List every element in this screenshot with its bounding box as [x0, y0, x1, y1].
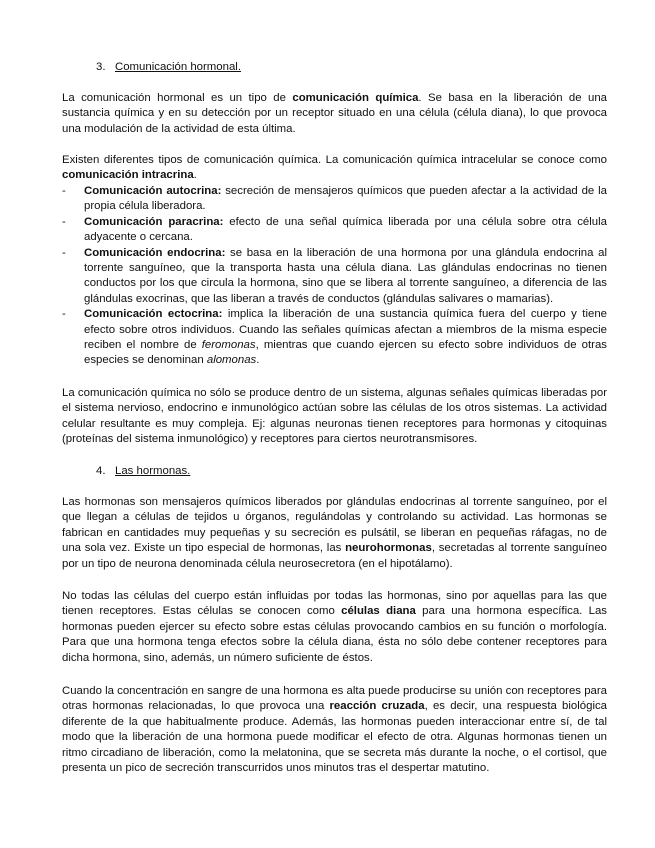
term-celulas-diana: células diana: [341, 605, 416, 618]
section-3-title: Comunicación hormonal.: [115, 61, 241, 73]
list-item-autocrina: - Comunicación autocrina: secreción de mensajeros químicos que pueden afectar a la actividad de la propia célula liberadora.: [62, 185, 607, 213]
term-comunicacion-intracrina: comunicación intracrina: [62, 169, 194, 182]
list-item-endocrina: - Comunicación endocrina: se basa en la liberación de una hormona por una glándula endocrina al torrente sanguíneo, que la transporta hasta una célula diana. Las glándulas endocrinas no tienen conductos por los que circula la hormona, sino que se libera al torrente sanguíneo, a diferencia de las glándulas exocrinas, que las liberan a través de conductos (glándulas salivares o mamarias).: [62, 246, 607, 305]
term-comunicacion-quimica: comunicación química: [292, 92, 419, 104]
section-4-paragraph-3: Cuando la concentración en sangre de una hormona es alta puede producirse su unión con receptores para otras hormonas relacionadas, lo que provoca una reacción cruzada, es decir, una respuesta biológica diferente de la que habitualmente produce. Además, las hormonas pueden interaccionar entre sí, de tal modo que la liberación de una hormona puede modificar el efecto de otra. Algunas hormonas tienen un ritmo circadiano de liberación, como la melatonina, que se secreta más durante la noche, o el cortisol, que presenta un pico de secreción transcurridos unos minutos tras el despertar matutino.: [62, 685, 607, 775]
list-item-paracrina: - Comunicación paracrina: efecto de una señal química liberada por una célula sobre otra célula adyacente o cercana.: [62, 215, 607, 244]
term-neurohormonas: neurohormonas: [345, 542, 432, 555]
section-3-paragraph-2: Existen diferentes tipos de comunicación química. La comunicación química intracelular se conoce como comunicación intracrina.: [62, 154, 607, 182]
term-alomonas: alomonas: [206, 354, 257, 367]
section-4-number: 4.: [96, 465, 106, 477]
section-3-heading: [96, 60, 241, 75]
section-3-paragraph-3: La comunicación química no sólo se produce dentro de un sistema, algunas señales químicas liberadas por el sistema nervioso, endocrino e inmunológico actúan sobre las células de los otros sistemas. La actividad celular resultante es muy compleja. Ej: algunas neuronas tienen receptores para hormonas y citoquinas (proteínas del sistema inmunológico) y receptores para ciertos neurotransmisores.: [62, 387, 607, 446]
list-item-ectocrina: - Comunicación ectocrina: implica la liberación de una sustancia química fuera del cuerpo y tiene efecto sobre otros individuos. Cuando las señales químicas afectan a miembros de la misma especie reciben el nombre de feromonas, mientras que cuando ejercen su efecto sobre individuos de otras especies se denominan alomonas.: [62, 308, 607, 367]
section-4-paragraph-2: No todas las células del cuerpo están influidas por todas las hormonas, sino por aquellas para las que tienen receptores. Estas células se conocen como células diana para una hormona específica. Las hormonas pueden ejercer su efecto sobre estas células provocando cambios en su función o morfología. Para que una hormona tenga efectos sobre la célula diana, ésta no sólo debe contener receptores para dicha hormona, sino, además, un número suficiente de éstos.: [62, 590, 608, 664]
term-reaccion-cruzada: reacción cruzada: [329, 700, 425, 713]
section-3-number: 3.: [96, 61, 106, 73]
section-4-paragraph-1: Las hormonas son mensajeros químicos liberados por glándulas endocrinas al torrente sanguíneo, por el que llegan a células de tejidos u órganos, regulándolas y controlando su actividad. Las hormonas se fabrican en cantidades muy pequeñas y su secreción es pulsátil, se liberan en pequeñas ráfagas, no de una sola vez. Existe un tipo especial de hormonas, las neurohormonas, secretadas al torrente sanguíneo por un tipo de neurona denominada célula neurosecretora (en el hipotálamo).: [62, 496, 607, 570]
section-4-title: Las hormonas.: [115, 465, 191, 477]
section-4-heading: [96, 464, 190, 479]
section-3-paragraph-1: La comunicación hormonal es un tipo de comunicación química. Se basa en la liberación de una sustancia química y en su detección por un receptor situado en una célula (célula diana), lo que provoca una modulación de la actividad de esta última.: [62, 92, 608, 135]
term-feromonas: feromonas: [201, 339, 256, 352]
communication-types-list: [62, 184, 607, 369]
